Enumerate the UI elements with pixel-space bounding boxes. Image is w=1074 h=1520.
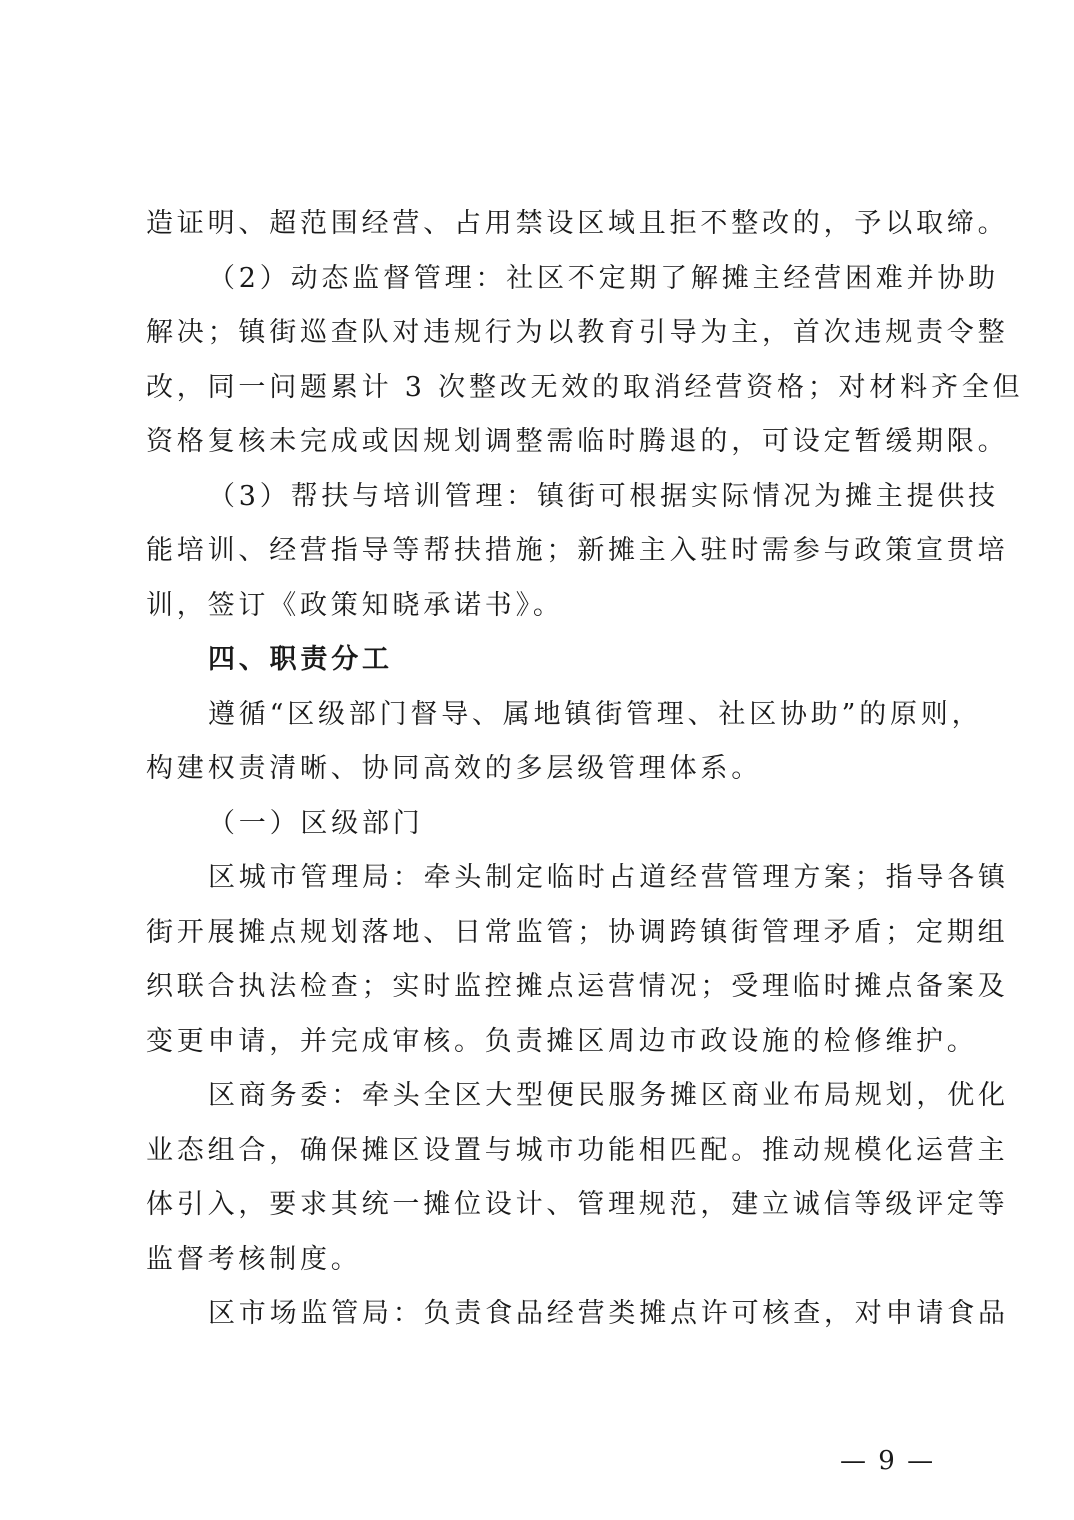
paragraph-line: 业态组合，确保摊区设置与城市功能相匹配。推动规模化运营主 (146, 1134, 1009, 1166)
paragraph-line: 训，签订《政策知晓承诺书》。 (146, 589, 564, 621)
paragraph-line: 织联合执法检查；实时监控摊点运营情况；受理临时摊点备案及 (146, 971, 1009, 1002)
paragraph-line: 构建权责清晰、协同高效的多层级管理体系。 (146, 753, 762, 784)
paragraph-line: 解决；镇街巡查队对违规行为以教育引导为主，首次违规责令整 (146, 317, 1009, 348)
section-heading: 四、职责分工 (208, 644, 393, 675)
page-number: — 9 — (840, 1446, 936, 1476)
paragraph-line: 遵循“区级部门督导、属地镇街管理、社区协助”的原则， (208, 698, 983, 730)
paragraph-line: （3）帮扶与培训管理：镇街可根据实际情况为摊主提供技 (208, 480, 999, 512)
paragraph-line: 造证明、超范围经营、占用禁设区域且拒不整改的，予以取缔。 (146, 208, 1009, 239)
paragraph-line: 能培训、经营指导等帮扶措施；新摊主入驻时需参与政策宣贯培 (146, 535, 1009, 566)
paragraph-line: 变更申请，并完成审核。负责摊区周边市政设施的检修维护。 (146, 1025, 978, 1057)
body-text (146, 197, 1024, 1342)
paragraph-line: 区城市管理局：牵头制定临时占道经营管理方案；指导各镇 (208, 862, 1009, 893)
paragraph-line: 资格复核未完成或因规划调整需临时腾退的，可设定暂缓期限。 (146, 426, 1009, 457)
paragraph-line: 区商务委：牵头全区大型便民服务摊区商业布局规划，优化 (208, 1080, 1009, 1111)
subsection-heading: （一）区级部门 (208, 807, 424, 839)
paragraph-line: 监督考核制度。 (146, 1243, 362, 1275)
paragraph-line: （2）动态监督管理：社区不定期了解摊主经营困难并协助 (208, 262, 999, 294)
paragraph-line: 区市场监管局：负责食品经营类摊点许可核查，对申请食品 (208, 1298, 1009, 1329)
paragraph-line: 体引入，要求其统一摊位设计、管理规范，建立诚信等级评定等 (146, 1189, 1009, 1220)
paragraph-line: 街开展摊点规划落地、日常监管；协调跨镇街管理矛盾；定期组 (146, 916, 1009, 948)
paragraph-line: 改，同一问题累计 3 次整改无效的取消经营资格；对材料齐全但 (146, 371, 1024, 403)
